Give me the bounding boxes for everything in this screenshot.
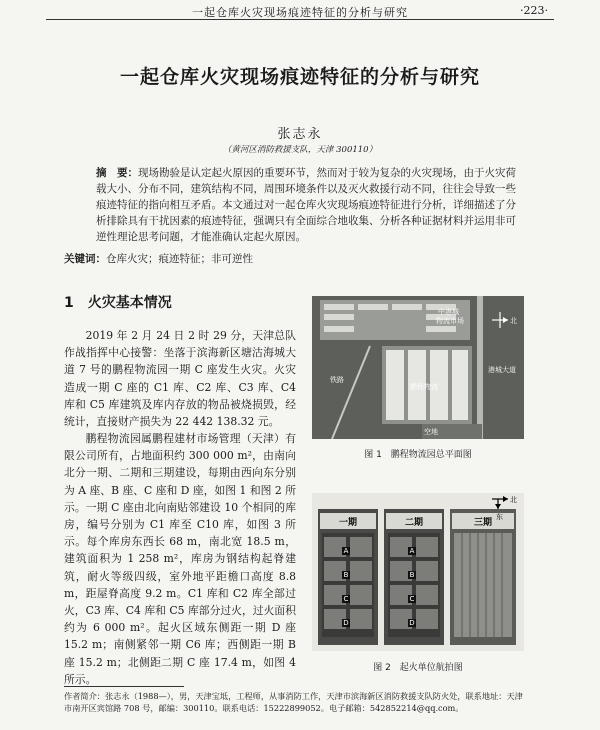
keywords-text: 仓库火灾；痕迹特征；非可逆性: [106, 253, 253, 265]
svg-text:北: 北: [510, 496, 517, 504]
phase-3-block: [450, 509, 516, 645]
rail-label: 铁路: [330, 376, 344, 384]
market-label-line: 物流市场: [436, 317, 464, 325]
svg-text:D: D: [343, 619, 349, 627]
svg-text:二期: 二期: [404, 518, 424, 528]
footnote-rule: [64, 686, 184, 687]
svg-text:东: 东: [496, 513, 503, 521]
page-number: ·223·: [520, 4, 548, 17]
author: 张志永: [277, 127, 323, 142]
abstract: [96, 165, 520, 245]
svg-text:A: A: [409, 547, 415, 555]
abstract-text: 现场勘验是认定起火原因的重要环节，然而对于较为复杂的火灾现场，由于火灾荷载大小、分布不同，建筑结构不同，周围环境条件以及灭火救援行动不同，往往会导致一些痕迹特征的指向相互矛盾。本文通过对一起仓库火灾现场痕迹特征进行分析，详细描述了分析排除具有干扰因素的痕迹特征，强调只有全面综合地收集、分析各种证据材料并运用非可逆性理论思考问题，才能准确认定起火原因。: [96, 167, 516, 243]
body-paragraph-2: [64, 430, 296, 688]
svg-text:B: B: [409, 571, 415, 579]
footnote: 作者简介：张志永（1988—），男，天津宝坻，工程师，从事消防工作，天津市滨海新区消防救援支队防火处，联系地址：天津市南开区宾馆路 708 号，邮编：300110。联系电话：15222899052。电子邮箱：542852214@qq.com。: [64, 691, 523, 713]
market-label-line: 中港城: [438, 308, 459, 316]
svg-text:三期: 三期: [473, 518, 493, 528]
header-rule: [46, 19, 554, 20]
svg-text:D: D: [409, 619, 415, 627]
svg-text:A: A: [343, 547, 349, 555]
site-plan-graphic: [312, 296, 524, 439]
figure-2-aerial: [312, 493, 524, 651]
svg-text:C: C: [409, 595, 415, 603]
phase-1-block: [318, 509, 378, 645]
road-strip: [477, 296, 483, 439]
svg-text:北: 北: [510, 317, 517, 325]
figure-1-site-plan: [312, 296, 524, 439]
svg-text:B: B: [343, 571, 349, 579]
section-heading: 1 火灾基本情况: [64, 295, 172, 311]
running-header: [0, 0, 600, 22]
article-title: 一起仓库火灾现场痕迹特征的分析与研究: [119, 66, 480, 88]
figure-2-caption: 图 2 起火单位航拍图: [373, 663, 463, 673]
svg-text:C: C: [343, 595, 349, 603]
svg-text:一期: 一期: [338, 518, 358, 528]
vacant-label: 空地: [424, 428, 438, 436]
running-title: 一起仓库火灾现场痕迹特征的分析与研究: [192, 6, 408, 19]
phase-2-block: [384, 509, 444, 645]
park-label: 鹏程物流: [410, 383, 438, 391]
aerial-graphic: [312, 493, 524, 651]
body-paragraph-1: [64, 327, 296, 430]
paragraph-text: 鹏程物流园属鹏程建材市场管理（天津）有限公司所有，占地面积约 300 000 m²，由南向北分一期、二期和三期建设，每期由西向东分别为 A 座、B 座、C 座和 D 座，如图 1 和图 2 所示。一期 C 座由北向南贴邻建设 10 个相同的库房，编号分别为 C1 库至 C10 库，如图 3 所示。每个库房东西长 68 m，南北宽 18.5 m，建筑面积为 1 258 m²，库房为钢结构起脊建筑，耐火等级四级，室外地平距檐口高度 8.8 m，距屋脊高度 9.2 m。C1 库和 C2 库全部过火，C3 库、C4 库和 C5 库部分过火，过火面积约为 6 000 m²。起火区域东侧距一期 D 座 15.2 m；南侧紧邻一期 C6 库；西侧距一期 B 座 15.2 m；北侧距二期 C 座 17.4 m，如图 4 所示。: [64, 432, 296, 686]
paragraph-text: 2019 年 2 月 24 日 2 时 29 分，天津总队作战指挥中心接警：坐落于滨海新区塘沽海城大道 7 号的鹏程物流园一期 C 座发生火灾。火灾造成一期 C 座的 C1 库、C2 库、C3 库、C4 库和 C5 库建筑及库内存放的物品被烧损毁，经统计，直接财产损失为 22 442 138.32 元。: [64, 329, 296, 429]
abstract-label: 摘 要：: [96, 167, 138, 179]
keywords: [64, 251, 524, 266]
keywords-label: 关键词：: [64, 253, 106, 265]
figure-1-caption: 图 1 鹏程物流园总平面图: [364, 450, 472, 460]
road-label: 港城大道: [488, 366, 516, 374]
affiliation: （黄河区消防救援支队，天津 300110）: [222, 145, 378, 155]
